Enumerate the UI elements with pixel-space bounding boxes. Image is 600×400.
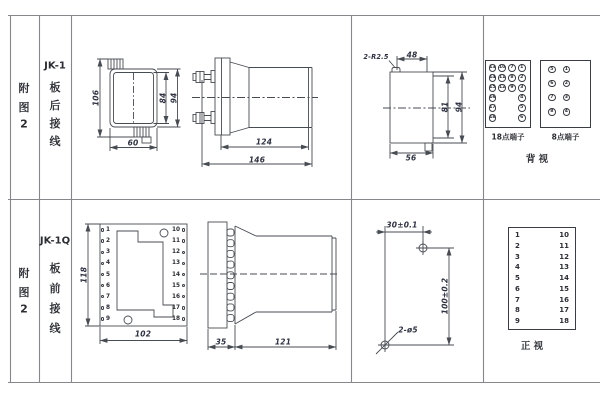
dim-rear-case-height: 94 [169, 92, 179, 104]
terminal-2: 2 [101, 238, 110, 244]
terminal-17: 17 [489, 105, 496, 111]
wiring-label-char: 线 [49, 322, 61, 335]
terminal-17: 17 [172, 305, 185, 311]
terminal-ring-icon [182, 317, 185, 320]
terminal-ring-icon [101, 317, 104, 320]
wiring-label-char: 接 [49, 117, 61, 130]
dim-front-height: 118 [79, 266, 89, 284]
terminal-table-cell: 12 [559, 252, 569, 261]
terminal-18: 18 [172, 316, 185, 322]
terminal-11: 11 [498, 75, 506, 81]
terminal-table-cell: 4 [515, 263, 520, 272]
terminal-15: 15 [172, 283, 185, 289]
terminal-13: 13 [172, 260, 185, 266]
terminal-ring-icon [101, 273, 104, 276]
figure-label-char: 附 [18, 82, 30, 95]
front-view-right-terminals [164, 227, 185, 322]
terminal-table-cell: 17 [559, 306, 569, 315]
terminal-table-row [515, 275, 569, 282]
terminal-5: 5 [101, 272, 110, 278]
dim-rear-width: 60 [127, 138, 139, 148]
terminal-ring-icon [182, 273, 185, 276]
terminal-table-cell: 1 [515, 231, 520, 239]
terminal-6: 6 [101, 283, 110, 289]
terminal-ring-icon [182, 239, 185, 242]
dim-side-case-length: 124 [255, 137, 273, 147]
terminal-table-cell: 6 [515, 284, 520, 293]
dim-cutout-corner-note: 2-R2.5 [363, 53, 389, 61]
terminal-ring-icon [101, 295, 104, 298]
terminal-table-cell: 15 [559, 284, 569, 293]
wiring-label-char: 线 [49, 135, 61, 148]
terminal-2: 2 [518, 74, 526, 82]
dim-front-width: 102 [134, 329, 152, 339]
terminal-ring-icon [182, 251, 185, 254]
figure-label-char: 图 [18, 101, 30, 114]
dim-side-overall-length: 146 [248, 155, 266, 164]
terminal-14: 14 [172, 272, 185, 278]
wiring-label-char: 后 [49, 99, 61, 112]
terminal-table-cell: 10 [559, 231, 569, 239]
terminal-ring-icon [182, 295, 185, 298]
back-view-label: 背 视 [525, 154, 549, 165]
terminal-10: 10 [498, 65, 506, 71]
model-label-jk1: JK-1 [44, 60, 66, 72]
terminal-table-row [515, 318, 569, 325]
terminal-1: 1 [563, 66, 571, 74]
terminal-ring-icon [182, 228, 185, 231]
terminal-ring-icon [182, 284, 185, 287]
terminal-table-cell: 9 [515, 317, 520, 325]
dim-cutout-bottom-width: 56 [405, 153, 417, 162]
terminal-4: 4 [101, 260, 110, 266]
terminal-ring-icon [101, 251, 104, 254]
terminal-12: 12 [172, 249, 185, 255]
jk1q-side-view-drawing [200, 222, 340, 350]
terminal-16: 16 [489, 95, 496, 101]
terminal-3: 3 [563, 94, 571, 102]
dim-cutout-top-width: 48 [406, 50, 418, 59]
terminal-table-front-view [508, 227, 576, 330]
terminal-table-cell: 11 [559, 241, 569, 250]
terminal-grid-18pt-label: 18点端子 [491, 132, 525, 142]
terminal-table-cell: 13 [559, 263, 569, 272]
terminal-ring-icon [182, 262, 185, 265]
terminal-table-cell: 8 [515, 306, 520, 315]
terminal-7: 7 [101, 294, 110, 300]
terminal-8: 8 [548, 108, 556, 116]
terminal-4: 4 [518, 94, 526, 102]
terminal-8: 8 [508, 74, 516, 82]
wiring-label-char: 接 [49, 302, 61, 315]
terminal-9: 9 [508, 84, 516, 92]
terminal-table-cell: 3 [515, 252, 520, 261]
dim-side-case-length-front: 121 [274, 337, 292, 346]
dim-side-terminal-depth: 35 [215, 337, 227, 346]
terminal-table-cell: 14 [559, 274, 569, 282]
wiring-label-char: 前 [49, 282, 61, 295]
terminal-table-row [515, 264, 569, 271]
figure-label-char: 图 [18, 286, 30, 299]
model-label-jk1q: JK-1Q [39, 235, 71, 247]
front-view-label: 正 视 [520, 341, 544, 352]
terminal-table-row [515, 307, 569, 314]
terminal-6: 6 [518, 114, 526, 122]
terminal-3: 3 [518, 84, 526, 92]
terminal-table-cell: 16 [559, 295, 569, 304]
jk1-side-view-drawing [192, 58, 318, 167]
terminal-table-cell: 7 [515, 295, 520, 304]
terminal-10: 10 [172, 227, 185, 233]
terminal-3: 3 [101, 249, 110, 255]
terminal-table-row [515, 232, 569, 239]
terminal-ring-icon [101, 239, 104, 242]
terminal-18: 18 [489, 115, 496, 121]
terminal-ring-icon [101, 284, 104, 287]
terminal-table-cell: 5 [515, 274, 520, 282]
terminal-6: 6 [548, 80, 556, 88]
terminal-ring-icon [101, 306, 104, 309]
dim-drill-holes: 2-ø5 [398, 325, 418, 335]
dim-rear-window-height: 84 [158, 92, 167, 104]
terminal-table-row [515, 286, 569, 293]
terminal-table-row [515, 243, 569, 250]
terminal-table-cell: 18 [559, 317, 569, 325]
terminal-2: 2 [563, 80, 571, 88]
front-view-left-terminals [101, 227, 110, 322]
terminal-ring-icon [182, 306, 185, 309]
terminal-ring-icon [101, 228, 104, 231]
terminal-ring-icon [101, 262, 104, 265]
wiring-label-char: 板 [49, 262, 61, 275]
terminal-9: 9 [101, 316, 110, 322]
terminal-table-cell: 2 [515, 241, 520, 250]
figure-label-char: 附 [18, 267, 30, 280]
terminal-1: 1 [518, 64, 526, 72]
dim-cutout-inner-height: 81 [440, 101, 450, 113]
terminal-4: 4 [563, 108, 571, 116]
terminal-5: 5 [548, 66, 556, 74]
terminal-15: 15 [489, 85, 496, 91]
wiring-label-char: 板 [49, 81, 61, 94]
dim-drill-horizontal: 30±0.1 [386, 220, 418, 230]
dim-drill-vertical: 100±0.2 [440, 277, 449, 315]
jk1-rear-view-drawing [97, 59, 181, 151]
terminal-1: 1 [101, 227, 110, 233]
terminal-8: 8 [101, 305, 110, 311]
terminal-5: 5 [518, 104, 526, 112]
terminal-12: 12 [498, 85, 506, 91]
terminal-grid-8pt-label: 8点端子 [551, 132, 580, 142]
terminal-grid-8pt [540, 60, 591, 128]
terminal-table-row [515, 297, 569, 304]
terminal-table-row [515, 254, 569, 261]
terminal-13: 13 [489, 65, 496, 71]
figure-label-char: 2 [20, 302, 28, 316]
terminal-7: 7 [548, 94, 556, 102]
terminal-14: 14 [489, 75, 496, 81]
dim-cutout-height: 94 [454, 101, 463, 113]
figure-label-char: 2 [20, 117, 28, 131]
terminal-16: 16 [172, 294, 185, 300]
terminal-grid-18pt [485, 60, 531, 128]
dim-rear-overall-height: 106 [91, 89, 100, 107]
terminal-7: 7 [508, 64, 516, 72]
terminal-11: 11 [172, 238, 185, 244]
